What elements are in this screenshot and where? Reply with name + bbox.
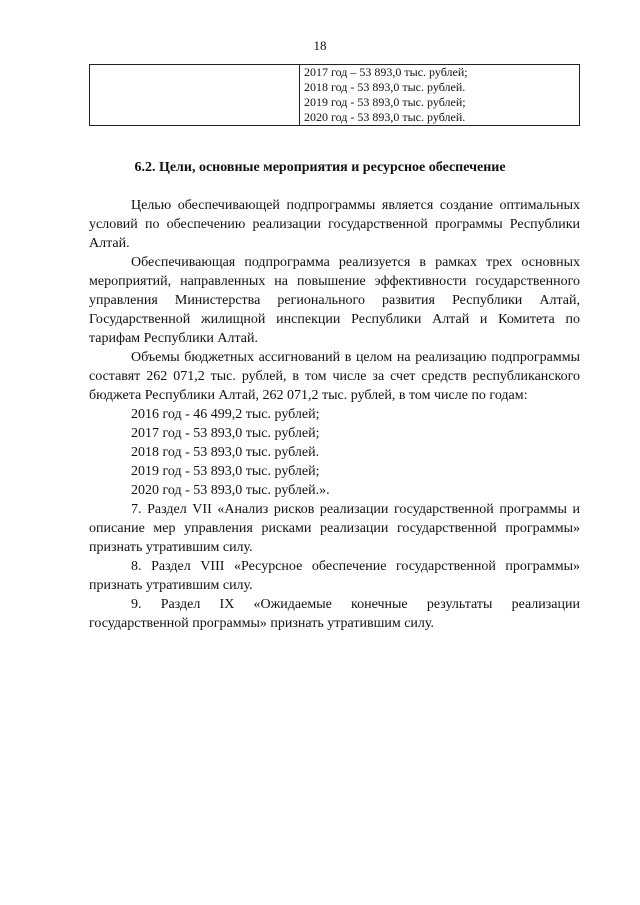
funding-table-continuation [89,64,580,126]
amendment-item-7: 7. Раздел VII «Анализ рисков реализации государственной программы и описание мер управления рисками реализации государственной программы» признать утратившим силу. [89,502,580,555]
section-heading: 6.2. Цели, основные мероприятия и ресурсное обеспечение [134,160,506,175]
table-cell-funding-years [300,65,580,126]
year-line: 2018 год - 53 893,0 тыс. рублей. [131,445,320,460]
table-line: 2017 год – 53 893,0 тыс. рублей; [304,65,468,79]
section-body [89,196,580,633]
year-line: 2017 год - 53 893,0 тыс. рублей; [131,426,320,441]
year-line: 2020 год - 53 893,0 тыс. рублей.». [131,483,330,498]
table-line: 2020 год - 53 893,0 тыс. рублей. [304,110,466,124]
year-line: 2016 год - 46 499,2 тыс. рублей; [131,407,320,422]
table-line: 2018 год - 53 893,0 тыс. рублей. [304,80,466,94]
year-line: 2019 год - 53 893,0 тыс. рублей; [131,464,320,479]
paragraph-goal: Целью обеспечивающей подпрограммы является создание оптимальных условий по обеспечению реализации государственной программы Республики Алтай. [89,198,580,251]
page-number: 18 [313,38,327,53]
table-cell-empty [90,65,300,126]
paragraph-activities: Обеспечивающая подпрограмма реализуется в рамках трех основных мероприятий, направленных на повышение эффективности государственного управления Министерства регионального развития Республики Алтай, Государственной жилищной инспекции Республики Алтай и Комитета по тарифам Республики Алтай. [89,255,580,346]
paragraph-budget: Объемы бюджетных ассигнований в целом на реализацию подпрограммы составят 262 071,2 тыс. рублей, в том числе за счет средств республиканского бюджета Республики Алтай, 262 071,2 тыс. рублей, в том числе по годам: [89,350,580,403]
amendment-item-9: 9. Раздел IX «Ожидаемые конечные результаты реализации государственной программы» признать утратившим силу. [89,597,580,631]
amendment-item-8: 8. Раздел VIII «Ресурсное обеспечение государственной программы» признать утратившим силу. [89,559,580,593]
table-row [90,65,580,126]
table-line: 2019 год - 53 893,0 тыс. рублей; [304,95,466,109]
